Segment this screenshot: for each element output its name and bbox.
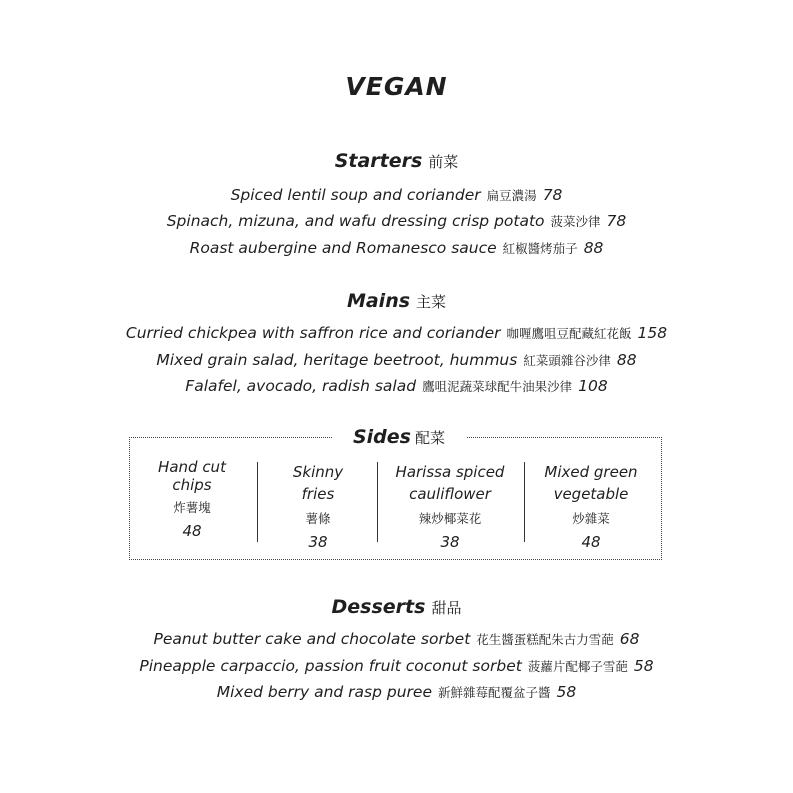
side-item-name-zh: 辣炒椰菜花: [418, 511, 482, 526]
item-price: 88: [583, 239, 604, 257]
menu-item: [0, 239, 793, 257]
side-item-name-line2: cauliflower: [409, 485, 491, 503]
sides-divider: [377, 462, 378, 542]
starters-heading: [0, 150, 793, 172]
item-name-zh: 鷹咀泥蔬菜球配牛油果沙律: [422, 379, 573, 394]
item-price: 78: [542, 186, 563, 204]
mains-heading: [0, 290, 793, 312]
item-name-zh: 花生醬蛋糕配朱古力雪葩: [476, 632, 614, 647]
item-name: Curried chickpea with saffron rice and coriander: [125, 324, 501, 342]
item-price: 108: [578, 377, 608, 395]
mains-heading-zh: 主菜: [416, 293, 447, 311]
side-item-name-line1: Skinny: [292, 463, 344, 481]
sides-heading-zh: 配菜: [414, 429, 445, 447]
side-item-name-line2: fries: [301, 485, 335, 503]
side-item-price: 38: [440, 533, 460, 551]
side-item-name-zh: 炒雜菜: [572, 511, 610, 526]
menu-item: [0, 657, 793, 675]
side-item-price: 48: [182, 522, 202, 540]
item-price: 58: [633, 657, 654, 675]
item-name: Pineapple carpaccio, passion fruit coconut sorbet: [139, 657, 522, 675]
item-name: Mixed grain salad, heritage beetroot, hummus: [156, 351, 518, 369]
mains-heading-en: Mains: [346, 290, 411, 312]
item-name-zh: 新鮮雜莓配覆盆子醬: [438, 685, 551, 700]
sides-divider: [257, 462, 258, 542]
item-name: Spinach, mizuna, and wafu dressing crisp potato: [166, 212, 545, 230]
item-name-zh: 紅菜頭雜谷沙律: [523, 353, 611, 368]
sides-heading: [332, 426, 466, 448]
side-item-price: 48: [581, 533, 601, 551]
side-item-name-line1: Mixed green: [544, 463, 638, 481]
item-name: Roast aubergine and Romanesco sauce: [189, 239, 497, 257]
menu-item: [0, 377, 793, 395]
desserts-heading-en: Desserts: [331, 596, 426, 618]
item-name: Falafel, avocado, radish salad: [185, 377, 417, 395]
item-name-zh: 菠菜沙律: [550, 214, 601, 229]
menu-title: VEGAN: [345, 72, 448, 101]
item-name-zh: 扁豆濃湯: [486, 188, 537, 203]
menu-item: [0, 351, 793, 369]
side-item: [532, 461, 650, 551]
sides-heading-en: Sides: [352, 426, 411, 448]
menu-item: [0, 186, 793, 204]
side-item: [268, 461, 368, 551]
item-price: 68: [619, 630, 640, 648]
menu-item: [0, 683, 793, 701]
item-price: 158: [637, 324, 668, 342]
side-item-name-line1: Harissa spiced: [395, 463, 505, 481]
side-item: [384, 461, 516, 551]
item-name: Mixed berry and rasp puree: [216, 683, 433, 701]
item-name-zh: 紅椒醬烤茄子: [502, 241, 578, 256]
side-item-name-line2: vegetable: [553, 485, 629, 503]
desserts-heading: [0, 596, 793, 618]
item-price: 88: [616, 351, 637, 369]
menu-item: [0, 324, 793, 342]
side-item-name-line1: Hand cut: [158, 458, 226, 476]
item-name: Spiced lentil soup and coriander: [230, 186, 481, 204]
starters-heading-en: Starters: [334, 150, 423, 172]
side-item-price: 38: [308, 533, 328, 551]
side-item-name-zh: 炸薯塊: [173, 500, 211, 515]
side-item: [141, 458, 243, 540]
item-price: 58: [556, 683, 577, 701]
side-item-name-zh: 薯條: [305, 511, 331, 526]
menu-item: [0, 630, 793, 648]
starters-heading-zh: 前菜: [428, 153, 459, 171]
menu-item: [0, 212, 793, 230]
side-item-name-line2: chips: [172, 476, 212, 494]
sides-divider: [524, 462, 525, 542]
item-price: 78: [606, 212, 627, 230]
item-name-zh: 菠蘿片配椰子雪葩: [527, 659, 628, 674]
item-name: Peanut butter cake and chocolate sorbet: [153, 630, 471, 648]
item-name-zh: 咖喱鷹咀豆配藏紅花飯: [506, 326, 632, 341]
desserts-heading-zh: 甜品: [431, 599, 462, 617]
